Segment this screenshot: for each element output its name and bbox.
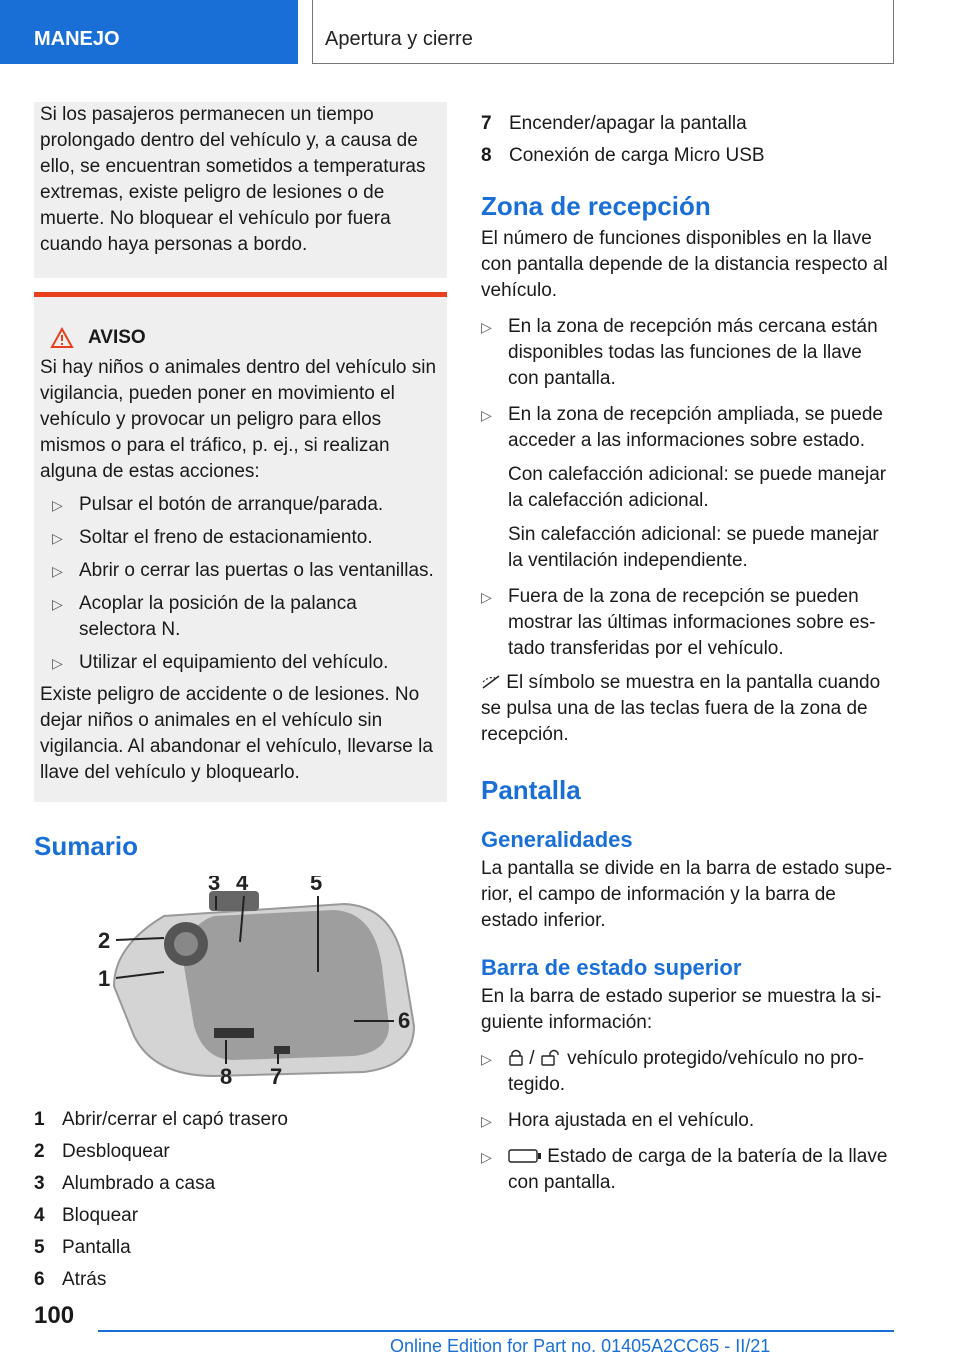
bullet-triangle-icon: ▷ — [52, 497, 63, 513]
gen-text: La pantalla se divide en la barra de estado superior, el campo de información y la barra de estado inferior. — [481, 858, 892, 931]
callout-5: 5 — [310, 876, 323, 895]
callout-6: 6 — [398, 1008, 411, 1033]
list-item: ▷ Soltar el freno de estacionamiento. — [40, 525, 437, 551]
aviso-title: AVISO — [88, 327, 146, 348]
list-item: ▷ / vehículo protegido/vehículo no protegido. — [481, 1046, 895, 1098]
warning-continuation-box — [34, 102, 447, 278]
list-item: ▷ Pulsar el botón de arranque/parada. — [40, 492, 437, 518]
list-item: ▷ Estado de carga de la batería de la llave con pantalla. — [481, 1144, 895, 1196]
warning-triangle-icon — [50, 327, 74, 349]
slash-separator: / — [529, 1048, 535, 1069]
section-tab — [0, 0, 298, 64]
list-item: ▷ En la zona de recepción más cercana están disponibles todas las funciones de la llave con pantalla. — [481, 314, 895, 392]
legend-item: 5 Pantalla — [34, 1237, 131, 1258]
callout-3: 3 — [208, 876, 221, 895]
list-item: ▷ En la zona de recepción ampliada, se puede acceder a las informaciones sobre estado. — [481, 402, 895, 454]
chapter-title: Apertura y cierre — [325, 28, 473, 50]
bullet-triangle-icon: ▷ — [481, 589, 492, 605]
list-item: ▷ Fuera de la zona de recepción se pueden mostrar las últimas informaciones sobre estado transferidas por el vehículo. — [481, 584, 895, 662]
legend-item: 2 Desbloquear — [34, 1141, 170, 1162]
zona-b2-sub-a: Con calefacción adicional: se puede manejar la calefacción adicional. — [508, 464, 887, 511]
callout-4: 4 — [236, 876, 249, 895]
bullet-triangle-icon: ▷ — [481, 1051, 492, 1067]
legend-item: 8 Conexión de carga Micro USB — [481, 145, 765, 166]
list-item: ▷ Abrir o cerrar las puertas o las ventanillas. — [40, 558, 437, 584]
section-label: MANEJO — [34, 28, 120, 50]
lock-closed-icon — [508, 1048, 524, 1066]
battery-icon — [508, 1149, 542, 1163]
legend-item: 6 Atrás — [34, 1269, 107, 1290]
legend-item: 1 Abrir/cerrar el capó trasero — [34, 1109, 288, 1130]
section-title-zona: Zona de recepción — [481, 191, 711, 221]
list-item: ▷ Utilizar el equipamiento del vehículo. — [40, 650, 437, 676]
footer-edition: Online Edition for Part no. 01405A2CC65 - II/21 — [390, 1336, 771, 1356]
zona-intro: El número de funciones disponibles en la llave con pantalla depende de la distancia respecto al vehículo. — [481, 228, 888, 301]
lock-open-icon — [540, 1048, 562, 1066]
callout-8: 8 — [220, 1064, 233, 1089]
aviso-outro: Existe peligro de accidente o de lesiones. No dejar niños o animales en el vehículo sin vigilancia. Al abandonar el vehículo, llevarse la llave del vehículo y bloquearlo. — [40, 684, 433, 783]
aviso-header — [50, 325, 437, 351]
callout-1: 1 — [98, 966, 111, 991]
warning-continuation-text: Si los pasajeros permanecen un tiempo prolongado dentro del vehículo y, a causa de ello, se encuentran sometidos a temperaturas extremas, existe peligro de lesiones o de muerte. No bloquear el vehículo por fuera cuando haya personas a bordo. — [40, 104, 426, 255]
legend-item: 7 Encender/apagar la pantalla — [481, 113, 747, 134]
footer-rule — [98, 1330, 894, 1332]
bullet-triangle-icon: ▷ — [481, 1149, 492, 1165]
aviso-intro: Si hay niños o animales dentro del vehículo sin vigilancia, pueden poner en movimiento el vehículo y provocar un peligro para ellos mismos o para el tráfico, p. ej., si realizan alguna de estas acciones: — [40, 357, 437, 482]
barra-intro: En la barra de estado superior se muestra la siguiente información: — [481, 986, 882, 1033]
chapter-header — [312, 0, 894, 64]
out-of-range-symbol-icon — [481, 674, 501, 690]
section-title-pantalla: Pantalla — [481, 775, 581, 805]
bullet-triangle-icon: ▷ — [52, 655, 63, 671]
key-illustration — [64, 876, 434, 1096]
list-item: ▷ Acoplar la posición de la palanca selectora N. — [40, 591, 437, 643]
bullet-triangle-icon: ▷ — [481, 1113, 492, 1129]
bullet-triangle-icon: ▷ — [481, 319, 492, 335]
callout-7: 7 — [270, 1064, 283, 1089]
section-title-sumario: Sumario — [34, 831, 139, 861]
zona-symbol-note: El símbolo se muestra en la pantalla cuando se pulsa una de las teclas fuera de la zona de recepción. — [481, 672, 881, 745]
bullet-triangle-icon: ▷ — [481, 407, 492, 423]
list-item: ▷ Hora ajustada en el vehículo. — [481, 1108, 895, 1134]
aviso-box — [34, 292, 447, 802]
legend-item: 4 Bloquear — [34, 1205, 139, 1226]
bullet-triangle-icon: ▷ — [52, 563, 63, 579]
zona-b2-sub-b: Sin calefacción adicional: se puede manejar la ventilación independiente. — [508, 524, 879, 571]
legend-item: 3 Alumbrado a casa — [34, 1173, 216, 1194]
callout-2: 2 — [98, 928, 111, 953]
bullet-triangle-icon: ▷ — [52, 596, 63, 612]
page-number: 100 — [34, 1302, 75, 1329]
subsection-title-barra: Barra de estado superior — [481, 955, 742, 980]
subsection-title-generalidades: Generalidades — [481, 827, 633, 852]
bullet-triangle-icon: ▷ — [52, 530, 63, 546]
